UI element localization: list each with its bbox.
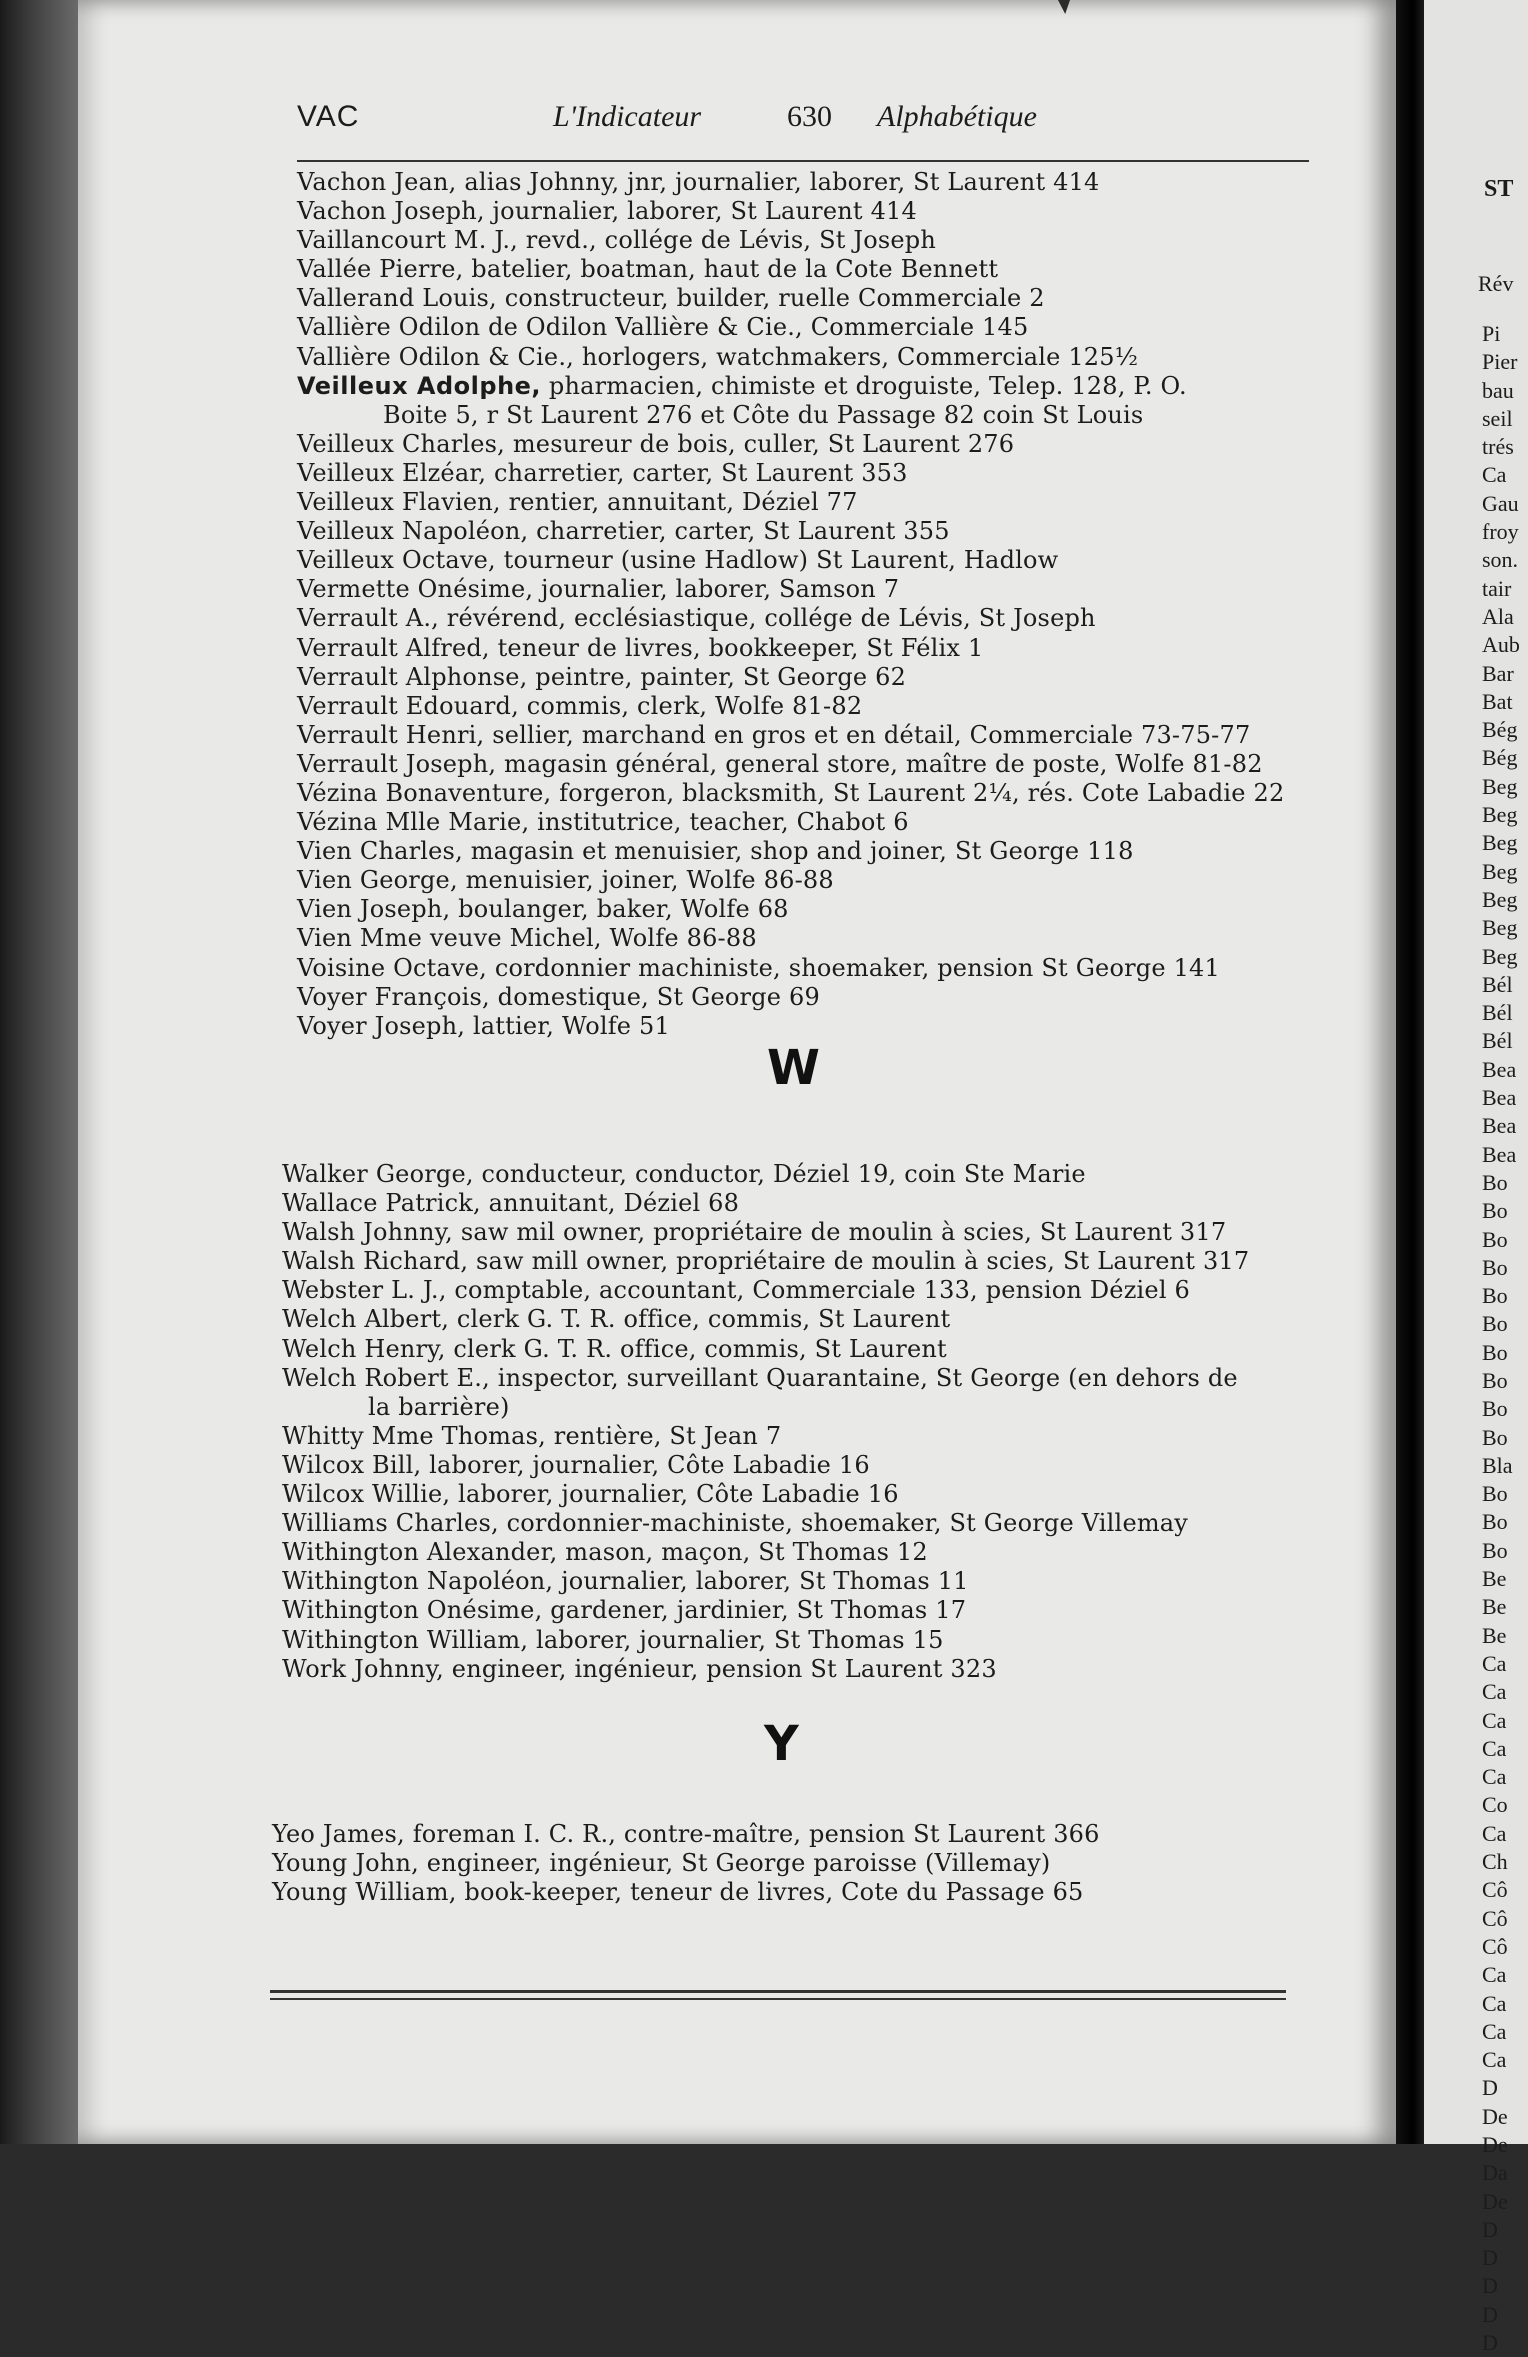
right-page-line: Bél	[1482, 1000, 1513, 1026]
right-page-line: Da	[1482, 2160, 1508, 2186]
directory-entry: Verrault Alfred, teneur de livres, bookkeeper, St Félix 1	[297, 633, 984, 662]
right-page-line: bau	[1482, 377, 1514, 403]
right-page-line: Bea	[1482, 1056, 1517, 1082]
right-page-line: Ca	[1482, 1962, 1507, 1988]
right-page-line: Bo	[1482, 1311, 1508, 1337]
right-page-line: Cô	[1482, 1877, 1508, 1903]
directory-entry: Walsh Richard, saw mill owner, propriétaire de moulin à scies, St Laurent 317	[282, 1247, 1250, 1276]
directory-entry: Verrault Alphonse, peintre, painter, St George 62	[297, 662, 907, 691]
entry-continuation: la barrière)	[368, 1392, 510, 1421]
right-page-line: Bo	[1482, 1254, 1508, 1280]
directory-entry: Vézina Mlle Marie, institutrice, teacher, Chabot 6	[297, 808, 909, 837]
right-page-line: Ca	[1482, 1820, 1507, 1846]
directory-entry: Wallace Patrick, annuitant, Déziel 68	[282, 1189, 740, 1218]
right-page-line: D	[1482, 2216, 1498, 2242]
y-section	[272, 1820, 1100, 1907]
section-letter-y: Y	[764, 1716, 799, 1772]
directory-entry: Veilleux Octave, tourneur (usine Hadlow) St Laurent, Hadlow	[297, 546, 1059, 575]
right-page-line: Bar	[1482, 660, 1514, 686]
directory-entry: Vallée Pierre, batelier, boatman, haut de la Cote Bennett	[297, 255, 999, 284]
directory-entry: Veilleux Napoléon, charretier, carter, St Laurent 355	[297, 517, 950, 546]
directory-entry: Vallière Odilon & Cie., horlogers, watchmakers, Commerciale 125½	[297, 342, 1139, 371]
right-page-line: Beg	[1482, 943, 1518, 969]
directory-entry: Vien Mme veuve Michel, Wolfe 86-88	[297, 924, 757, 953]
bold-entry-name: Veilleux Adolphe,	[297, 371, 542, 400]
directory-entry: Withington Alexander, mason, maçon, St Thomas 12	[282, 1538, 928, 1567]
right-page-line: Bo	[1482, 1537, 1508, 1563]
directory-entry: Young William, book-keeper, teneur de livres, Cote du Passage 65	[272, 1878, 1084, 1907]
right-page-line: Bo	[1482, 1226, 1508, 1252]
right-page-header: ST	[1484, 176, 1514, 202]
right-page-line: tair	[1482, 575, 1512, 601]
directory-entry: Vaillancourt M. J., revd., collége de Lévis, St Joseph	[297, 226, 936, 255]
right-page-line: Bla	[1482, 1452, 1513, 1478]
section-letter-w: W	[767, 1040, 820, 1096]
directory-entry: Welch Albert, clerk G. T. R. office, commis, St Laurent	[282, 1305, 951, 1334]
right-page-line: Bo	[1482, 1481, 1508, 1507]
right-page-line: Bo	[1482, 1396, 1508, 1422]
directory-entry: Voyer François, domestique, St George 69	[297, 982, 820, 1011]
right-page-line: Ca	[1482, 2047, 1507, 2073]
right-page-line: D	[1482, 2075, 1498, 2101]
v-section	[297, 168, 1284, 1041]
right-page-line: Bo	[1482, 1367, 1508, 1393]
directory-entry: Vien Joseph, boulanger, baker, Wolfe 68	[297, 895, 789, 924]
entry-text: pharmacien, chimiste et droguiste, Telep. 128, P. O.	[541, 371, 1187, 400]
right-page-line: Ca	[1482, 1707, 1507, 1733]
directory-entry: Vermette Onésime, journalier, laborer, Samson 7	[297, 575, 900, 604]
right-page-line: Bo	[1482, 1339, 1508, 1365]
right-page-line: D	[1482, 2245, 1498, 2271]
right-page-line: Bo	[1482, 1169, 1508, 1195]
directory-entry: Veilleux Elzéar, charretier, carter, St Laurent 353	[297, 458, 908, 487]
directory-entry: Withington William, laborer, journalier, St Thomas 15	[282, 1625, 944, 1654]
right-page-line: De	[1482, 2103, 1508, 2129]
directory-entry: Vallerand Louis, constructeur, builder, ruelle Commerciale 2	[297, 284, 1045, 313]
right-page-line: Pi	[1482, 321, 1501, 346]
v-entries-list-2	[297, 430, 1284, 1041]
right-page-line: Be	[1482, 1594, 1507, 1620]
w-section	[282, 1160, 1249, 1684]
right-page-line: Gau	[1482, 490, 1519, 516]
directory-entry: Voisine Octave, cordonnier machiniste, shoemaker, pension St George 141	[297, 953, 1220, 982]
right-page-line: Bo	[1482, 1198, 1508, 1224]
right-page-line: Co	[1482, 1792, 1508, 1818]
right-page-line: son.	[1482, 547, 1519, 573]
header-title: L'Indicateur	[553, 100, 702, 133]
w-entries-list-2	[282, 1422, 1249, 1684]
right-page-line: Beg	[1482, 915, 1518, 941]
right-page-line: Ca	[1482, 1990, 1507, 2016]
directory-entry: Welch Henry, clerk G. T. R. office, commis, St Laurent	[282, 1334, 947, 1363]
right-page-subheader: Rév	[1478, 271, 1514, 296]
right-page-line: Bég	[1482, 745, 1518, 771]
directory-entry: Welch Robert E., inspector, surveillant Quarantaine, St George (en dehors de	[282, 1363, 1238, 1392]
right-page-line: Cô	[1482, 1905, 1508, 1931]
right-page-line: Bél	[1482, 1028, 1513, 1054]
directory-entry: Williams Charles, cordonnier-machiniste, shoemaker, St George Villemay	[282, 1509, 1189, 1538]
end-rule	[270, 1998, 1286, 2000]
directory-entry: Vachon Joseph, journalier, laborer, St Laurent 414	[297, 197, 917, 226]
right-page-line: Ca	[1482, 1679, 1507, 1705]
right-page-line: Ca	[1482, 1650, 1507, 1676]
right-page-line: Beg	[1482, 802, 1518, 828]
right-page-line: D	[1482, 2301, 1498, 2327]
directory-entry: Wilcox Bill, laborer, journalier, Côte Labadie 16	[282, 1450, 870, 1479]
right-page-line: De	[1482, 2132, 1508, 2157]
directory-entry: Walker George, conducteur, conductor, Déziel 19, coin Ste Marie	[282, 1160, 1086, 1188]
right-page-line: Ca	[1482, 462, 1507, 488]
right-page-edge	[1424, 0, 1528, 2356]
right-page-line: Bél	[1482, 971, 1513, 997]
right-page-line: Bat	[1482, 688, 1513, 714]
right-page-line: Be	[1482, 1622, 1507, 1648]
header-code: VAC	[297, 100, 360, 133]
directory-entry: Whitty Mme Thomas, rentière, St Jean 7	[282, 1421, 782, 1450]
right-page-line: Ca	[1482, 2018, 1507, 2044]
right-page-line: Ch	[1482, 1849, 1508, 1875]
directory-entry: Vallière Odilon de Odilon Vallière & Cie., Commerciale 145	[297, 313, 1029, 342]
right-page-line: Beg	[1482, 773, 1518, 799]
right-page-line: Bo	[1482, 1283, 1508, 1309]
directory-entry: Vien Charles, magasin et menuisier, shop and joiner, St George 118	[297, 837, 1134, 866]
directory-entry: Work Johnny, engineer, ingénieur, pension St Laurent 323	[282, 1654, 997, 1683]
right-page-line: seil	[1482, 405, 1513, 431]
directory-entry: Verrault A., révérend, ecclésiastique, collége de Lévis, St Joseph	[297, 604, 1096, 633]
directory-entry: Veilleux Charles, mesureur de bois, culler, St Laurent 276	[297, 429, 1015, 458]
right-page-line: Ca	[1482, 1735, 1507, 1761]
right-page-line: froy	[1482, 519, 1519, 545]
w-entries-list	[282, 1160, 1249, 1393]
directory-entry: Wilcox Willie, laborer, journalier, Côte Labadie 16	[282, 1480, 899, 1509]
directory-entry: Vachon Jean, alias Johnny, jnr, journalier, laborer, St Laurent 414	[297, 168, 1100, 196]
right-page-line: Be	[1482, 1566, 1507, 1592]
page-number: 630	[787, 100, 832, 133]
directory-entry: Vien George, menuisier, joiner, Wolfe 86-88	[297, 866, 834, 895]
header-section: Alphabétique	[877, 100, 1037, 133]
right-page-line: Bég	[1482, 717, 1518, 743]
right-page-line: Beg	[1482, 886, 1518, 912]
right-page-line: Bea	[1482, 1113, 1517, 1139]
directory-entry: Vézina Bonaventure, forgeron, blacksmith, St Laurent 2¼, rés. Cote Labadie 22	[297, 778, 1285, 807]
right-page-line: Ala	[1482, 603, 1514, 629]
directory-entry: Voyer Joseph, lattier, Wolfe 51	[297, 1011, 670, 1040]
book-spine	[0, 0, 78, 2144]
right-page-line: Bea	[1482, 1085, 1517, 1111]
directory-entry: Walsh Johnny, saw mil owner, propriétaire de moulin à scies, St Laurent 317	[282, 1218, 1227, 1247]
directory-entry: Verrault Edouard, commis, clerk, Wolfe 81-82	[297, 691, 863, 720]
y-entries-list	[272, 1820, 1100, 1907]
right-page-line: Beg	[1482, 858, 1518, 884]
directory-entry: Webster L. J., comptable, accountant, Commerciale 133, pension Déziel 6	[282, 1276, 1191, 1305]
right-page-line: Bea	[1482, 1141, 1517, 1167]
right-page-line: Ca	[1482, 1764, 1507, 1790]
directory-entry: Young John, engineer, ingénieur, St George paroisse (Villemay)	[272, 1849, 1051, 1878]
right-page-line: Bo	[1482, 1424, 1508, 1450]
right-page-line: Beg	[1482, 830, 1518, 856]
page-header	[297, 100, 1309, 152]
directory-entry-veilleux-adolphe	[297, 372, 1284, 401]
right-page-line: D	[1482, 2273, 1498, 2299]
right-page-line: Aub	[1482, 632, 1520, 658]
end-rule	[270, 1990, 1286, 1993]
directory-entry: Veilleux Flavien, rentier, annuitant, Déziel 77	[297, 488, 858, 517]
right-page-line: D	[1482, 2330, 1498, 2356]
header-rule	[297, 160, 1309, 162]
book-gutter	[1396, 0, 1424, 2144]
directory-entry: Verrault Henri, sellier, marchand en gros et en détail, Commerciale 73-75-77	[297, 720, 1251, 749]
v-entries-list	[297, 168, 1284, 372]
directory-entry: Yeo James, foreman I. C. R., contre-maître, pension St Laurent 366	[272, 1820, 1100, 1848]
right-page-lines	[1482, 320, 1520, 2357]
right-page-line: Bo	[1482, 1509, 1508, 1535]
right-page-line: Cô	[1482, 1933, 1508, 1959]
directory-entry: Withington Onésime, gardener, jardinier, St Thomas 17	[282, 1596, 967, 1625]
directory-entry: Verrault Joseph, magasin général, general store, maître de poste, Wolfe 81-82	[297, 749, 1263, 778]
entry-continuation: Boite 5, r St Laurent 276 et Côte du Passage 82 coin St Louis	[383, 400, 1144, 429]
right-page-line: trés	[1482, 434, 1514, 460]
right-page-line: Pier	[1482, 349, 1518, 375]
directory-entry: Withington Napoléon, journalier, laborer, St Thomas 11	[282, 1567, 969, 1596]
right-page-line: De	[1482, 2188, 1508, 2214]
